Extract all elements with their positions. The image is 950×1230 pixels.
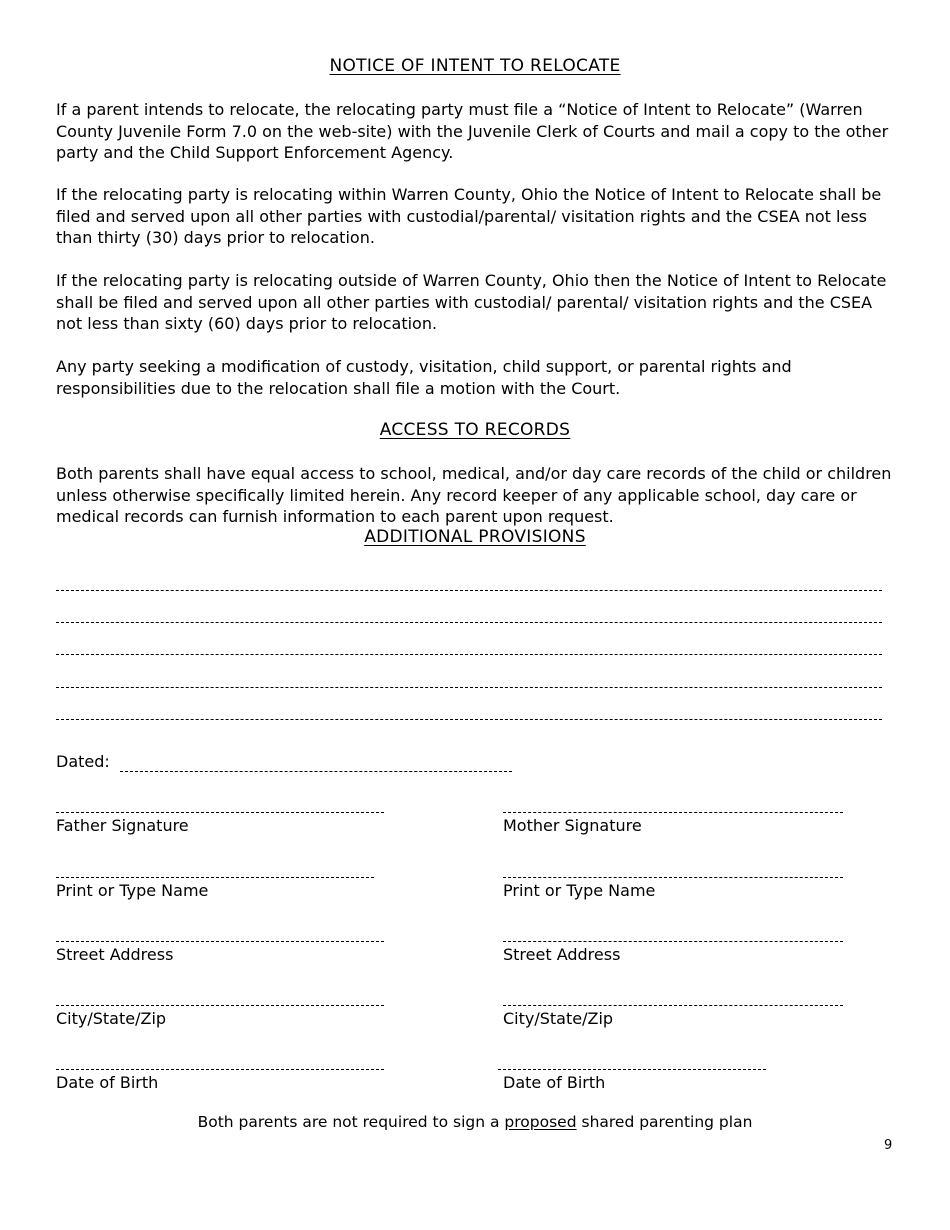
mother-name-line[interactable]: [503, 877, 843, 878]
mother-dob-line[interactable]: [498, 1069, 766, 1070]
mother-city-line[interactable]: [503, 1005, 843, 1006]
father-address-label: Street Address: [56, 945, 174, 964]
father-signature-label: Father Signature: [56, 816, 189, 835]
relocate-paragraph-2: If the relocating party is relocating within Warren County, Ohio the Notice of Intent to Relocate shall be filed and served upon all other parties with custodial/parental/ visitation rights and the CSEA not less than thirty (30) days prior to relocation.: [56, 185, 882, 248]
relocate-heading: NOTICE OF INTENT TO RELOCATE: [329, 56, 621, 76]
provisions-line-5[interactable]: [56, 719, 882, 720]
dated-line[interactable]: [120, 771, 512, 772]
mother-address-line[interactable]: [503, 941, 843, 942]
dated-label: Dated:: [56, 752, 110, 771]
relocate-paragraph-1: If a parent intends to relocate, the relocating party must file a “Notice of Intent to Relocate” (Warren County Juvenile Form 7.0 on the web-site) with the Juvenile Clerk of Courts and mail a copy to the other party and the Child Support Enforcement Agency.: [56, 100, 889, 163]
father-name-label: Print or Type Name: [56, 881, 209, 900]
relocate-paragraph-4: Any party seeking a modification of custody, visitation, child support, or parental rights and responsibilities due to the relocation shall file a motion with the Court.: [56, 357, 792, 398]
mother-signature-line[interactable]: [503, 812, 843, 813]
mother-address-label: Street Address: [503, 945, 621, 964]
provisions-line-2[interactable]: [56, 622, 882, 623]
father-dob-line[interactable]: [56, 1069, 384, 1070]
father-city-line[interactable]: [56, 1005, 384, 1006]
provisions-line-4[interactable]: [56, 687, 882, 688]
mother-city-label: City/State/Zip: [503, 1009, 614, 1028]
father-signature-line[interactable]: [56, 812, 384, 813]
provisions-line-1[interactable]: [56, 590, 882, 591]
mother-name-label: Print or Type Name: [503, 881, 656, 900]
mother-signature-label: Mother Signature: [503, 816, 642, 835]
father-name-line[interactable]: [56, 877, 374, 878]
footer-note: Both parents are not required to sign a proposed shared parenting plan: [197, 1113, 753, 1131]
mother-dob-label: Date of Birth: [503, 1073, 606, 1092]
father-dob-label: Date of Birth: [56, 1073, 159, 1092]
provisions-line-3[interactable]: [56, 654, 882, 655]
father-address-line[interactable]: [56, 941, 384, 942]
page-number: 9: [884, 1138, 893, 1153]
provisions-heading: ADDITIONAL PROVISIONS: [364, 527, 586, 547]
records-paragraph: Both parents shall have equal access to school, medical, and/or day care records of the child or children unless otherwise specifically limited herein. Any record keeper of any applicable school, day care or medical records can furnish information to each parent upon request.: [56, 464, 892, 527]
records-heading: ACCESS TO RECORDS: [379, 420, 571, 440]
father-city-label: City/State/Zip: [56, 1009, 167, 1028]
relocate-paragraph-3: If the relocating party is relocating outside of Warren County, Ohio then the Notice of Intent to Relocate shall be filed and served upon all other parties with custodial/ parental/ visitation rights and the CSEA not less than sixty (60) days prior to relocation.: [56, 271, 887, 334]
